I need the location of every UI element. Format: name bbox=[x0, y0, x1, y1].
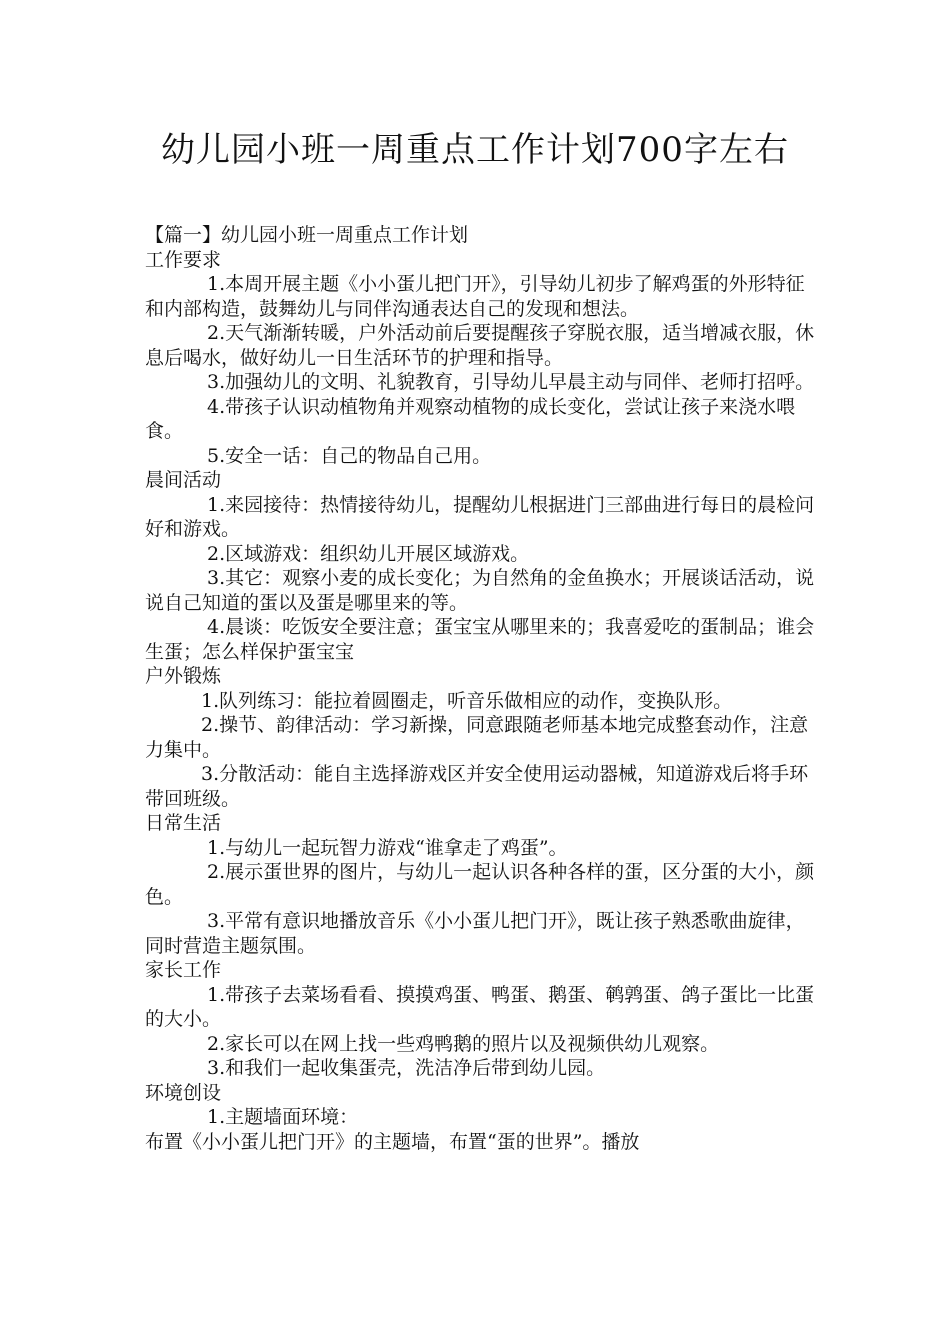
list-item: 1.与幼儿一起玩智力游戏“谁拿走了鸡蛋”。 bbox=[207, 836, 568, 859]
list-item: 1.带孩子去菜场看看、摸摸鸡蛋、鸭蛋、鹅蛋、鹌鹑蛋、鸽子蛋比一比蛋的大小。 bbox=[145, 983, 815, 1030]
block-heading-parent-work: 家长工作 bbox=[145, 959, 222, 981]
list-item: 2.家长可以在网上找一些鸡鸭鹅的照片以及视频供幼儿观察。 bbox=[207, 1032, 720, 1055]
list-item: 3.分散活动：能自主选择游戏区并安全使用运动器械，知道游戏后将手环带回班级。 bbox=[145, 763, 809, 810]
list-item: 4.带孩子认识动植物角并观察动植物的成长变化，尝试让孩子来浇水喂食。 bbox=[145, 395, 796, 442]
list-item: 2.操节、韵律活动：学习新操，同意跟随老师基本地完成整套动作，注意力集中。 bbox=[145, 714, 809, 761]
block-heading-daily-life: 日常生活 bbox=[145, 812, 222, 834]
list-item: 1.来园接待：热情接待幼儿，提醒幼儿根据进门三部曲进行每日的晨检问好和游戏。 bbox=[145, 493, 815, 540]
list-item: 1.主题墙面环境： bbox=[207, 1106, 359, 1128]
paragraph-trailing: 布置《小小蛋儿把门开》的主题墙，布置“蛋的世界”。播放 bbox=[145, 1130, 640, 1153]
block-heading-environment: 环境创设 bbox=[145, 1081, 222, 1104]
document-body bbox=[145, 223, 815, 1154]
document-title: 幼儿园小班一周重点工作计划700字左右 bbox=[161, 130, 789, 170]
list-item: 3.加强幼儿的文明、礼貌教育，引导幼儿早晨主动与同伴、老师打招呼。 bbox=[207, 371, 815, 393]
list-item: 2.区域游戏：组织幼儿开展区域游戏。 bbox=[207, 542, 530, 565]
list-item: 2.天气渐渐转暖，户外活动前后要提醒孩子穿脱衣服，适当增减衣服，休息后喝水，做好幼儿一日生活环节的护理和指导。 bbox=[145, 322, 815, 369]
list-item: 2.展示蛋世界的图片，与幼儿一起认识各种各样的蛋，区分蛋的大小，颜色。 bbox=[145, 861, 815, 908]
section-heading: 【篇一】幼儿园小班一周重点工作计划 bbox=[145, 224, 469, 246]
block-heading-outdoor-exercise: 户外锻炼 bbox=[145, 665, 222, 687]
list-item: 3.平常有意识地播放音乐《小小蛋儿把门开》，既让孩子熟悉歌曲旋律，同时营造主题氛围。 bbox=[145, 910, 805, 957]
list-item: 3.其它：观察小麦的成长变化；为自然角的金鱼换水；开展谈话活动，说说自己知道的蛋以及蛋是哪里来的等。 bbox=[145, 567, 815, 614]
list-item: 5.安全一话：自己的物品自己用。 bbox=[207, 444, 492, 467]
list-item: 1.本周开展主题《小小蛋儿把门开》，引导幼儿初步了解鸡蛋的外形特征和内部构造，鼓舞幼儿与同伴沟通表达自己的发现和想法。 bbox=[145, 273, 805, 320]
list-item: 3.和我们一起收集蛋壳，洗洁净后带到幼儿园。 bbox=[207, 1057, 606, 1079]
block-heading-work-requirements: 工作要求 bbox=[145, 248, 222, 271]
block-heading-morning-activities: 晨间活动 bbox=[145, 469, 222, 491]
list-item: 1.队列练习：能拉着圆圈走，听音乐做相应的动作，变换队形。 bbox=[201, 689, 733, 712]
list-item: 4.晨谈：吃饭安全要注意；蛋宝宝从哪里来的；我喜爱吃的蛋制品；谁会生蛋；怎么样保护蛋宝宝 bbox=[145, 616, 815, 663]
